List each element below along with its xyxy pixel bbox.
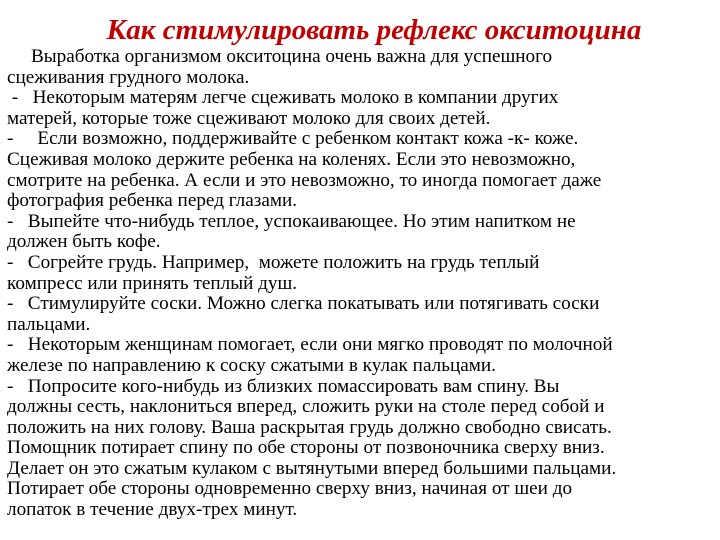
text-line: сцеживания грудного молока. bbox=[7, 66, 250, 88]
text-line: - Некоторым женщинам помогает, если они мягко проводят по молочной bbox=[7, 334, 613, 356]
text-line: лопаток в течение двух-трех минут. bbox=[7, 499, 298, 521]
slide-title: Как стимулировать рефлекс окситоцина bbox=[106, 14, 642, 46]
text-line: положить на них голову. Ваша раскрытая грудь должно свободно свисать. bbox=[7, 416, 612, 438]
text-line: - Согрейте грудь. Например, можете положить на грудь теплый bbox=[7, 251, 540, 273]
text-line: железе по направлению к соску сжатыми в кулак пальцами. bbox=[7, 354, 496, 376]
text-line: - Попросите кого-нибудь из близких помассировать вам спину. Вы bbox=[7, 375, 560, 397]
text-line: фотография ребенка перед глазами. bbox=[7, 190, 298, 212]
text-line: Помощник потирает спину по обе стороны от позвоночника сверху вниз. bbox=[7, 437, 605, 459]
text-line: должен быть кофе. bbox=[7, 231, 161, 253]
text-line: - Стимулируйте соски. Можно слегка покатывать или потягивать соски bbox=[7, 293, 600, 315]
text-line: смотрите на ребенка. А если и это невозможно, то иногда помогает даже bbox=[7, 169, 602, 191]
text-line: пальцами. bbox=[7, 313, 91, 335]
text-line: Потирает обе стороны одновременно сверху вниз, начиная от шеи до bbox=[7, 478, 573, 500]
text-line: - Выпейте что-нибудь теплое, успокаивающее. Но этим напитком не bbox=[7, 210, 576, 232]
text-line: - Если возможно, поддерживайте с ребенком контакт кожа -к- коже. bbox=[7, 128, 579, 150]
text-line: компресс или принять теплый душ. bbox=[7, 272, 298, 294]
text-line: Сцеживая молоко держите ребенка на коленях. Если это невозможно, bbox=[7, 148, 576, 170]
text-line: Делает он это сжатым кулаком с вытянутыми вперед большими пальцами. bbox=[7, 457, 617, 479]
text-line: - Некоторым матерям легче сцеживать молоко в компании других bbox=[7, 87, 559, 109]
slide-body bbox=[7, 47, 719, 521]
text-line: матерей, которые тоже сцеживают молоко для своих детей. bbox=[7, 107, 491, 129]
text-line: должны сесть, наклониться вперед, сложить руки на столе перед собой и bbox=[7, 396, 605, 418]
text-line: Выработка организмом окситоцина очень важна для успешного bbox=[7, 46, 553, 67]
